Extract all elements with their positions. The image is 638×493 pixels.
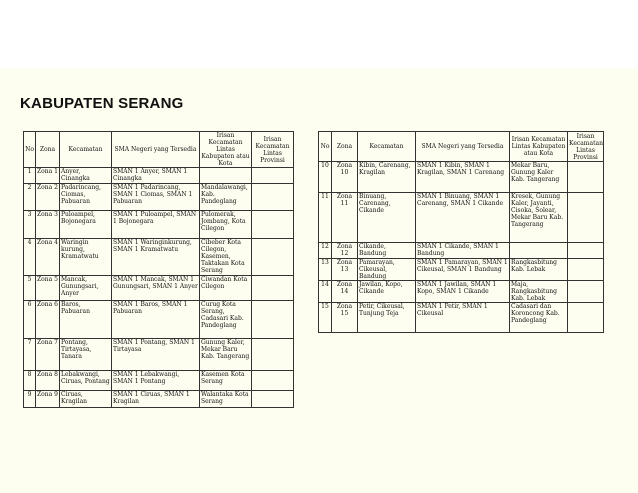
- cell-no: 4: [24, 239, 36, 276]
- cell-irisan-prov: [252, 391, 294, 408]
- cell-kecamatan: Ciruas, Kragilan: [60, 391, 112, 408]
- table-body-left: [24, 168, 294, 408]
- cell-irisan-prov: [568, 193, 604, 243]
- header-no: No: [319, 132, 332, 162]
- cell-zona: Zona 1: [36, 168, 60, 184]
- cell-sma: SMAN 1 Baros, SMAN 1 Pabuaran: [112, 301, 200, 339]
- cell-irisan-kab: Mekar Baru, Gunung Kaler Kab. Tangerang: [510, 162, 568, 193]
- cell-sma: SMAN 1 Mancak, SMAN 1 Gunungsari, SMAN 1 Anyer: [112, 276, 200, 301]
- header-no: No: [24, 132, 36, 168]
- cell-irisan-prov: [252, 168, 294, 184]
- cell-sma: SMAN 1 Jawilan, SMAN 1 Kopo, SMAN 1 Cikande: [416, 281, 510, 303]
- cell-no: 10: [319, 162, 332, 193]
- cell-sma: SMAN 1 Lebakwangi, SMAN 1 Pontang: [112, 371, 200, 391]
- table-row: [319, 193, 604, 243]
- zone-table-left: [23, 131, 294, 408]
- table-row: [319, 243, 604, 259]
- cell-irisan-prov: [568, 303, 604, 333]
- table-header-row: [319, 132, 604, 162]
- cell-kecamatan: Kibin, Carenang, Kragilan: [358, 162, 416, 193]
- cell-no: 3: [24, 211, 36, 239]
- cell-no: 6: [24, 301, 36, 339]
- cell-sma: SMAN 1 Ciruas, SMAN 1 Kragilan: [112, 391, 200, 408]
- header-irisan-kab: Irisan Kecamatan Lintas Kabupaten atau Kota: [510, 132, 568, 162]
- header-sma: SMA Negeri yang Tersedia: [112, 132, 200, 168]
- cell-zona: Zona 3: [36, 211, 60, 239]
- cell-irisan-prov: [252, 211, 294, 239]
- cell-irisan-prov: [568, 162, 604, 193]
- cell-irisan-kab: Cadasari dan Koroncong Kab. Pandeglang: [510, 303, 568, 333]
- cell-sma: SMAN 1 Cikande, SMAN 1 Bandung: [416, 243, 510, 259]
- cell-irisan-prov: [252, 239, 294, 276]
- table-row: [319, 162, 604, 193]
- cell-kecamatan: Cikande, Bandung: [358, 243, 416, 259]
- cell-no: 9: [24, 391, 36, 408]
- cell-irisan-kab: Walantaka Kota Serang: [200, 391, 252, 408]
- cell-zona: Zona 6: [36, 301, 60, 339]
- cell-zona: Zona 11: [332, 193, 358, 243]
- cell-zona: Zona 15: [332, 303, 358, 333]
- table-row: [24, 168, 294, 184]
- cell-kecamatan: Pontang, Tirtayasa, Tanara: [60, 339, 112, 371]
- cell-sma: SMAN 1 Anyer, SMAN 1 Cinangka: [112, 168, 200, 184]
- cell-sma: SMAN 1 Petir, SMAN 1 Cikeusal: [416, 303, 510, 333]
- cell-kecamatan: Waringin kurung, Kramatwatu: [60, 239, 112, 276]
- page-title: KABUPATEN SERANG: [20, 95, 184, 112]
- cell-irisan-kab: Gunung Kaler, Mekar Baru Kab. Tangerang: [200, 339, 252, 371]
- cell-no: 5: [24, 276, 36, 301]
- table-row: [24, 339, 294, 371]
- cell-irisan-kab: Mandalawangi, Kab. Pandeglang: [200, 184, 252, 211]
- table-row: [24, 391, 294, 408]
- header-irisan-prov: Irisan Kecamatan Lintas Provinsi: [569, 132, 603, 161]
- cell-irisan-kab: Cibeber Kota Cilegon, Kasemen, Taktakan Kota Serang: [200, 239, 252, 276]
- cell-irisan-prov: [252, 371, 294, 391]
- table-row: [319, 259, 604, 281]
- cell-zona: Zona 8: [36, 371, 60, 391]
- cell-irisan-prov: [252, 184, 294, 211]
- cell-kecamatan: Padarincang, Ciomas, Pabuaran: [60, 184, 112, 211]
- cell-irisan-kab: Rangkasbitung Kab. Lebak: [510, 259, 568, 281]
- cell-kecamatan: Puloampel, Bojonegara: [60, 211, 112, 239]
- cell-zona: Zona 9: [36, 391, 60, 408]
- cell-irisan-prov: [252, 276, 294, 301]
- cell-no: 14: [319, 281, 332, 303]
- cell-kecamatan: Binuang, Carenang, Cikande: [358, 193, 416, 243]
- cell-no: 13: [319, 259, 332, 281]
- cell-irisan-prov: [252, 339, 294, 371]
- cell-zona: Zona 4: [36, 239, 60, 276]
- cell-no: 11: [319, 193, 332, 243]
- cell-zona: Zona 12: [332, 243, 358, 259]
- cell-sma: SMAN 1 Pamarayan, SMAN 1 Cikeusal, SMAN 1 Bandung: [416, 259, 510, 281]
- header-irisan-prov: Irisan Kecamatan Lintas Provinsi: [252, 132, 294, 168]
- cell-no: 8: [24, 371, 36, 391]
- cell-irisan-prov: [252, 301, 294, 339]
- cell-zona: Zona 13: [332, 259, 358, 281]
- header-sma: SMA Negeri yang Tersedia: [416, 132, 510, 162]
- cell-irisan-prov: [568, 243, 604, 259]
- cell-kecamatan: Baros, Pabuaran: [60, 301, 112, 339]
- header-irisan-kab: Irisan Kecamatan Lintas Kabupaten atau Kota: [201, 132, 250, 167]
- cell-irisan-kab: Pulomerak, Jombang, Kota Cilegon: [200, 211, 252, 239]
- cell-zona: Zona 14: [332, 281, 358, 303]
- cell-kecamatan: Lebakwangi, Ciruas, Pontang: [60, 371, 112, 391]
- header-kecamatan: Kecamatan: [358, 132, 416, 162]
- table-row: [24, 184, 294, 211]
- cell-irisan-kab: Kasemen Kota Serang: [200, 371, 252, 391]
- cell-irisan-kab: Kresek, Gunung Kaler, Jayanti, Cisoka, Solear, Mekar Baru Kab. Tangerang: [510, 193, 568, 243]
- table-header-row: [24, 132, 294, 168]
- table-row: [319, 303, 604, 333]
- cell-sma: SMAN 1 Kibin, SMAN 1 Kragilan, SMAN 1 Carenang: [416, 162, 510, 193]
- cell-sma: SMAN 1 Puloampel, SMAN 1 Bojonegara: [112, 211, 200, 239]
- cell-sma: SMAN 1 Pontang, SMAN 1 Tirtayasa: [112, 339, 200, 371]
- cell-no: 1: [24, 168, 36, 184]
- cell-irisan-kab: Curug Kota Serang, Cadasari Kab. Pandeglang: [200, 301, 252, 339]
- cell-sma: SMAN 1 Binuang, SMAN 1 Carenang, SMAN 1 Cikande: [416, 193, 510, 243]
- cell-zona: Zona 10: [332, 162, 358, 193]
- table-row: [24, 301, 294, 339]
- cell-irisan-prov: [568, 259, 604, 281]
- cell-irisan-prov: [568, 281, 604, 303]
- table-body-right: [319, 162, 604, 333]
- table-row: [24, 239, 294, 276]
- cell-kecamatan: Jawilan, Kopo, Cikande: [358, 281, 416, 303]
- cell-kecamatan: Petir, Cikeusal, Tunjung Teja: [358, 303, 416, 333]
- cell-zona: Zona 7: [36, 339, 60, 371]
- cell-irisan-kab: Maja, Rangkasbitung Kab. Lebak: [510, 281, 568, 303]
- cell-irisan-kab: [200, 168, 252, 184]
- zone-table-right: [318, 131, 604, 333]
- header-zona: Zona: [332, 132, 358, 162]
- table-row: [24, 276, 294, 301]
- cell-no: 12: [319, 243, 332, 259]
- cell-no: 15: [319, 303, 332, 333]
- table-row: [24, 371, 294, 391]
- cell-sma: SMAN 1 Waringinkurung, SMAN 1 Kramatwatu: [112, 239, 200, 276]
- cell-zona: Zona 2: [36, 184, 60, 211]
- cell-sma: SMAN 1 Padarincang, SMAN 1 Ciomas, SMAN 1 Pabuaran: [112, 184, 200, 211]
- cell-irisan-kab: [510, 243, 568, 259]
- cell-kecamatan: Anyer, Cinangka: [60, 168, 112, 184]
- cell-no: 7: [24, 339, 36, 371]
- cell-kecamatan: Mancak, Gunungsari, Anyer: [60, 276, 112, 301]
- cell-no: 2: [24, 184, 36, 211]
- table-row: [319, 281, 604, 303]
- header-zona: Zona: [36, 132, 60, 168]
- table-row: [24, 211, 294, 239]
- header-kecamatan: Kecamatan: [60, 132, 112, 168]
- cell-irisan-kab: Ciwandan Kota Cilegon: [200, 276, 252, 301]
- cell-zona: Zona 5: [36, 276, 60, 301]
- cell-kecamatan: Pamarayan, Cikeusal, Bandung: [358, 259, 416, 281]
